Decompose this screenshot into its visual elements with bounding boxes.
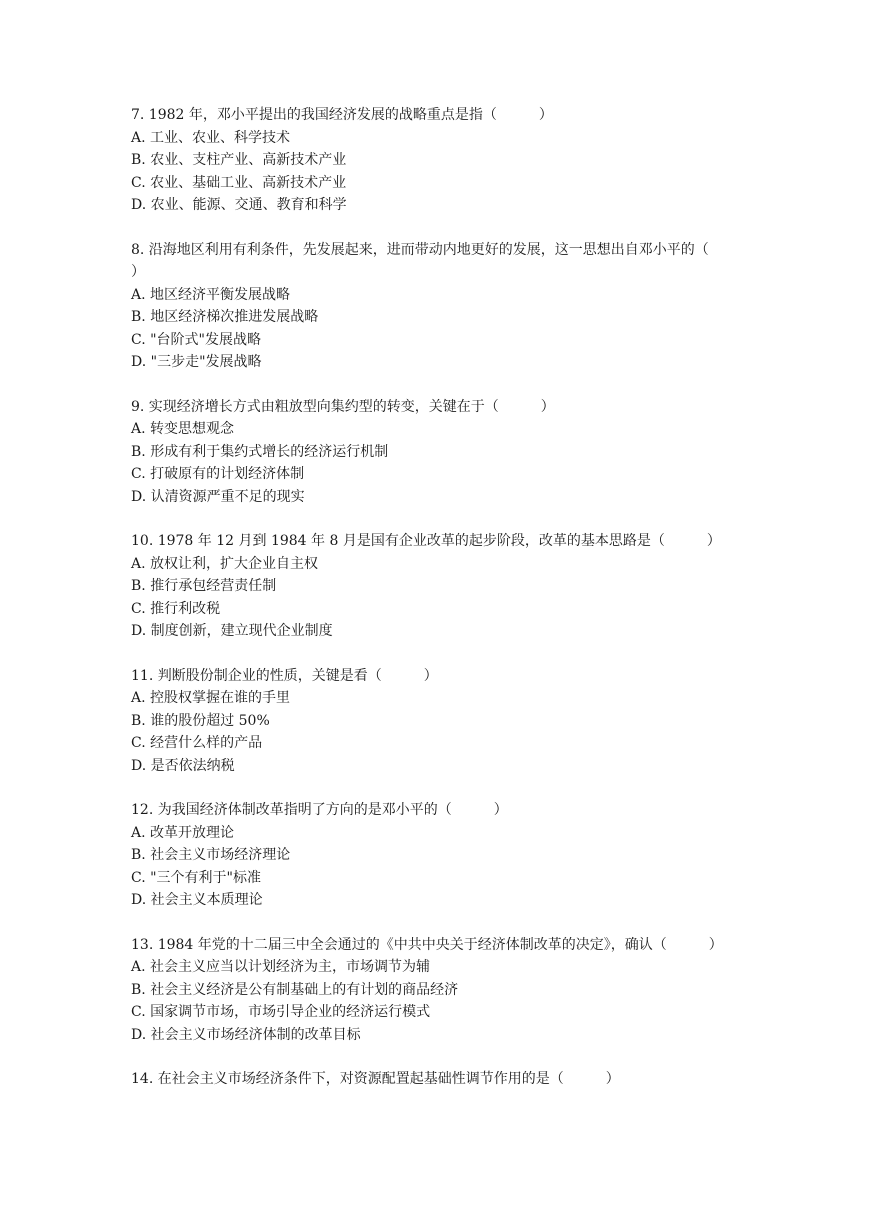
option-b: B. 社会主义市场经济理论 bbox=[131, 847, 291, 863]
option-d: D. "三步走"发展战略 bbox=[131, 354, 262, 370]
option-c: C. 推行利改税 bbox=[131, 600, 221, 617]
question-11 bbox=[131, 665, 751, 778]
option-b: B. 社会主义经济是公有制基础上的有计划的商品经济 bbox=[131, 981, 459, 998]
question-stem: 11. 判断股份制企业的性质，关键是看（ ） bbox=[131, 667, 438, 684]
question-stem: 7. 1982 年，邓小平提出的我国经济发展的战略重点是指（ ） bbox=[131, 107, 553, 123]
question-stem: 8. 沿海地区利用有利条件，先发展起来，进而带动内地更好的发展，这一思想出自邓小平的（ ） bbox=[131, 241, 751, 280]
option-c: C. 农业、基础工业、高新技术产业 bbox=[131, 174, 347, 191]
question-stem: 14. 在社会主义市场经济条件下，对资源配置起基础性调节作用的是（ ） bbox=[131, 1071, 620, 1087]
question-stem: 13. 1984 年党的十二届三中全会通过的《中共中央关于经济体制改革的决定》，确认（ ） bbox=[131, 936, 723, 953]
option-b: B. 推行承包经营责任制 bbox=[131, 578, 277, 594]
option-b: B. 形成有利于集约式增长的经济运行机制 bbox=[131, 443, 389, 460]
option-c: C. 经营什么样的产品 bbox=[131, 735, 263, 751]
option-d: D. 社会主义本质理论 bbox=[131, 892, 263, 908]
option-c: C. "台阶式"发展战略 bbox=[131, 331, 261, 348]
option-b: B. 农业、支柱产业、高新技术产业 bbox=[131, 152, 347, 168]
option-d: D. 认清资源严重不足的现实 bbox=[131, 488, 305, 505]
option-a: A. 转变思想观念 bbox=[131, 421, 235, 437]
option-a: A. 控股权掌握在谁的手里 bbox=[131, 690, 291, 706]
question-8 bbox=[131, 239, 751, 374]
question-13 bbox=[131, 934, 751, 1047]
question-stem: 10. 1978 年 12 月到 1984 年 8 月是国有企业改革的起步阶段，改革的基本思路是（ ） bbox=[131, 533, 721, 549]
document-page bbox=[131, 104, 751, 1113]
option-a: A. 工业、农业、科学技术 bbox=[131, 129, 291, 146]
question-stem: 9. 实现经济增长方式由粗放型向集约型的转变，关键在于（ ） bbox=[131, 398, 555, 415]
question-9 bbox=[131, 396, 751, 509]
option-c: C. "三个有利于"标准 bbox=[131, 869, 261, 886]
option-a: A. 地区经济平衡发展战略 bbox=[131, 286, 291, 303]
option-d: D. 制度创新，建立现代企业制度 bbox=[131, 623, 333, 639]
option-a: A. 改革开放理论 bbox=[131, 824, 235, 841]
option-c: C. 国家调节市场，市场引导企业的经济运行模式 bbox=[131, 1004, 431, 1020]
option-d: D. 社会主义市场经济体制的改革目标 bbox=[131, 1026, 361, 1043]
question-12 bbox=[131, 799, 751, 912]
option-d: D. 是否依法纳税 bbox=[131, 757, 235, 774]
option-a: A. 社会主义应当以计划经济为主，市场调节为辅 bbox=[131, 959, 431, 975]
question-10 bbox=[131, 530, 751, 643]
option-b: B. 谁的股份超过 50% bbox=[131, 712, 270, 729]
question-stem: 12. 为我国经济体制改革指明了方向的是邓小平的（ ） bbox=[131, 802, 508, 818]
option-d: D. 农业、能源、交通、教育和科学 bbox=[131, 197, 347, 213]
question-14 bbox=[131, 1068, 751, 1091]
question-7 bbox=[131, 104, 751, 217]
option-c: C. 打破原有的计划经济体制 bbox=[131, 466, 305, 482]
option-b: B. 地区经济梯次推进发展战略 bbox=[131, 309, 319, 325]
option-a: A. 放权让利，扩大企业自主权 bbox=[131, 555, 319, 572]
